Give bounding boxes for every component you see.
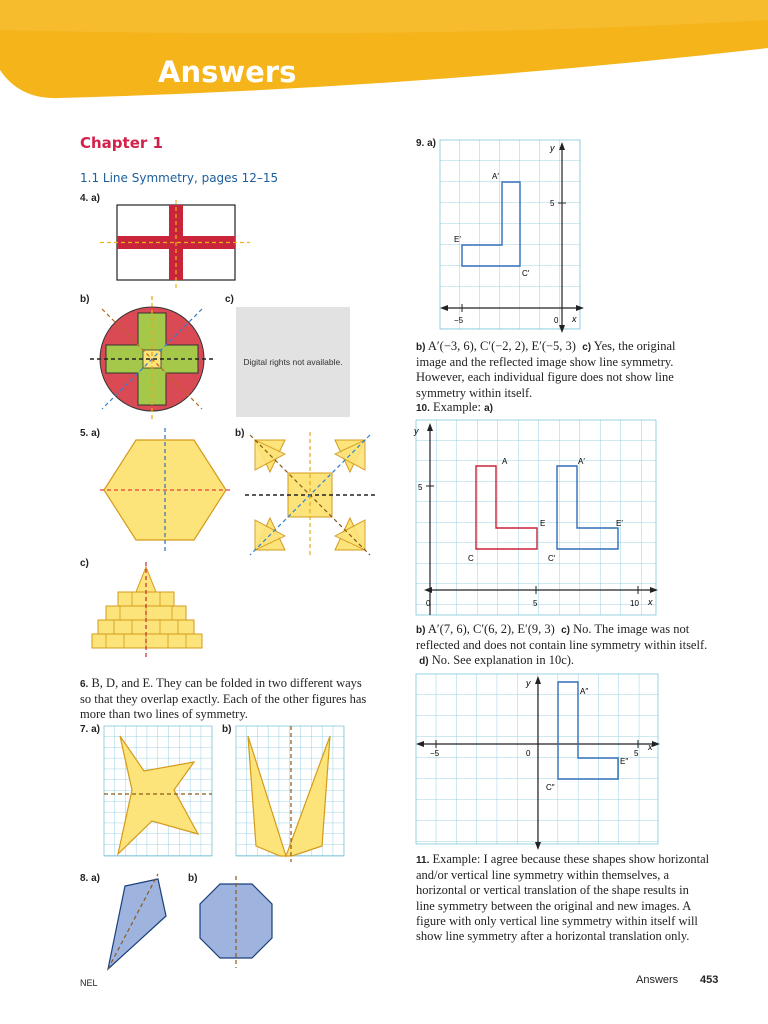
page-title: Answers — [158, 55, 297, 89]
q10-heading: 10. Example: a) — [416, 400, 493, 414]
svg-text:5: 5 — [634, 749, 639, 758]
q4a-label: 4. a) — [80, 193, 101, 204]
svg-text:−5: −5 — [430, 749, 440, 758]
svg-text:C″: C″ — [546, 783, 555, 792]
q5b-label: b) — [235, 428, 245, 439]
q11-answer: 11. Example: I agree because these shapes show horizontal and/or vertical line symmetry within themselves, a horizontal or vertical translation of the shape results in line symmetry between the original and new images. A figure with only vertical line symmetry within itself will show line symmetry after a horizontal translation only. — [416, 852, 710, 944]
q4b-circle-cross-figure — [90, 296, 215, 421]
svg-text:C′: C′ — [522, 269, 530, 278]
footer-nel: NEL — [80, 978, 98, 988]
svg-text:A″: A″ — [580, 687, 589, 696]
section-heading: 1.1 Line Symmetry, pages 12–15 — [80, 171, 279, 185]
q9a-graph — [440, 140, 585, 335]
q5c-pyramid-figure — [88, 562, 213, 662]
svg-text:E′: E′ — [616, 519, 623, 528]
q10bcd-answer: b) A′(7, 6), C′(6, 2), E′(9, 3) c) No. The image was not reflected and does not contain line symmetry within itself. d) No. See explanation in 10c). — [416, 622, 708, 668]
svg-text:C′: C′ — [548, 554, 556, 563]
q8a-label: 8. a) — [80, 873, 101, 884]
svg-text:y: y — [414, 426, 419, 436]
footer-section: Answers — [636, 974, 679, 986]
q5c-label: c) — [80, 558, 89, 569]
svg-text:E: E — [540, 519, 546, 528]
q4a-flag-figure — [100, 200, 250, 290]
q7b-label: b) — [222, 724, 232, 735]
page-number: 453 — [700, 974, 719, 986]
svg-text:5: 5 — [550, 199, 555, 208]
q6-answer: 6. B, D, and E. They can be folded in two different ways so that they overlap exactly. Each of the other figures has more than two lines of symmetry. — [80, 676, 367, 722]
svg-text:E″: E″ — [620, 757, 629, 766]
svg-text:y: y — [550, 143, 555, 153]
svg-text:0: 0 — [426, 599, 431, 608]
q8a-kite-figure — [100, 874, 180, 974]
svg-text:0: 0 — [554, 316, 559, 325]
header-banner — [0, 0, 768, 110]
svg-text:x: x — [648, 742, 653, 752]
q5a-label: 5. a) — [80, 428, 101, 439]
q8b-label: b) — [188, 873, 198, 884]
q7a-grid-figure — [104, 726, 214, 862]
q9bc-answer: b) A′(−3, 6), C′(−2, 2), E′(−5, 3) c) Yes, the original image and the reflected image show line symmetry. However, each individual figure does not show line symmetry within itself. — [416, 339, 676, 400]
svg-text:5: 5 — [418, 483, 423, 492]
q10a-graph — [416, 420, 658, 620]
q8b-octagon-figure — [196, 876, 278, 968]
q7b-grid-figure — [236, 726, 346, 862]
svg-text:5: 5 — [533, 599, 538, 608]
svg-text:E′: E′ — [454, 235, 461, 244]
svg-text:y: y — [526, 678, 531, 688]
svg-text:A′: A′ — [578, 457, 585, 466]
svg-text:−5: −5 — [454, 316, 464, 325]
svg-text:A′: A′ — [492, 172, 499, 181]
q5b-triangles-figure — [245, 432, 375, 557]
q10d-graph — [416, 674, 660, 852]
svg-text:0: 0 — [526, 749, 531, 758]
svg-text:x: x — [648, 597, 653, 607]
q4c-label: c) — [225, 294, 234, 305]
digital-rights-placeholder: Digital rights not available. — [236, 307, 350, 417]
svg-text:C: C — [468, 554, 474, 563]
svg-text:A: A — [502, 457, 508, 466]
q9a-label: 9. a) — [416, 138, 437, 149]
q4b-label: b) — [80, 294, 90, 305]
chapter-heading: Chapter 1 — [80, 134, 163, 152]
q5a-hexagon-figure — [100, 428, 230, 553]
svg-text:10: 10 — [630, 599, 639, 608]
q7a-label: 7. a) — [80, 724, 101, 735]
svg-text:x: x — [572, 314, 577, 324]
